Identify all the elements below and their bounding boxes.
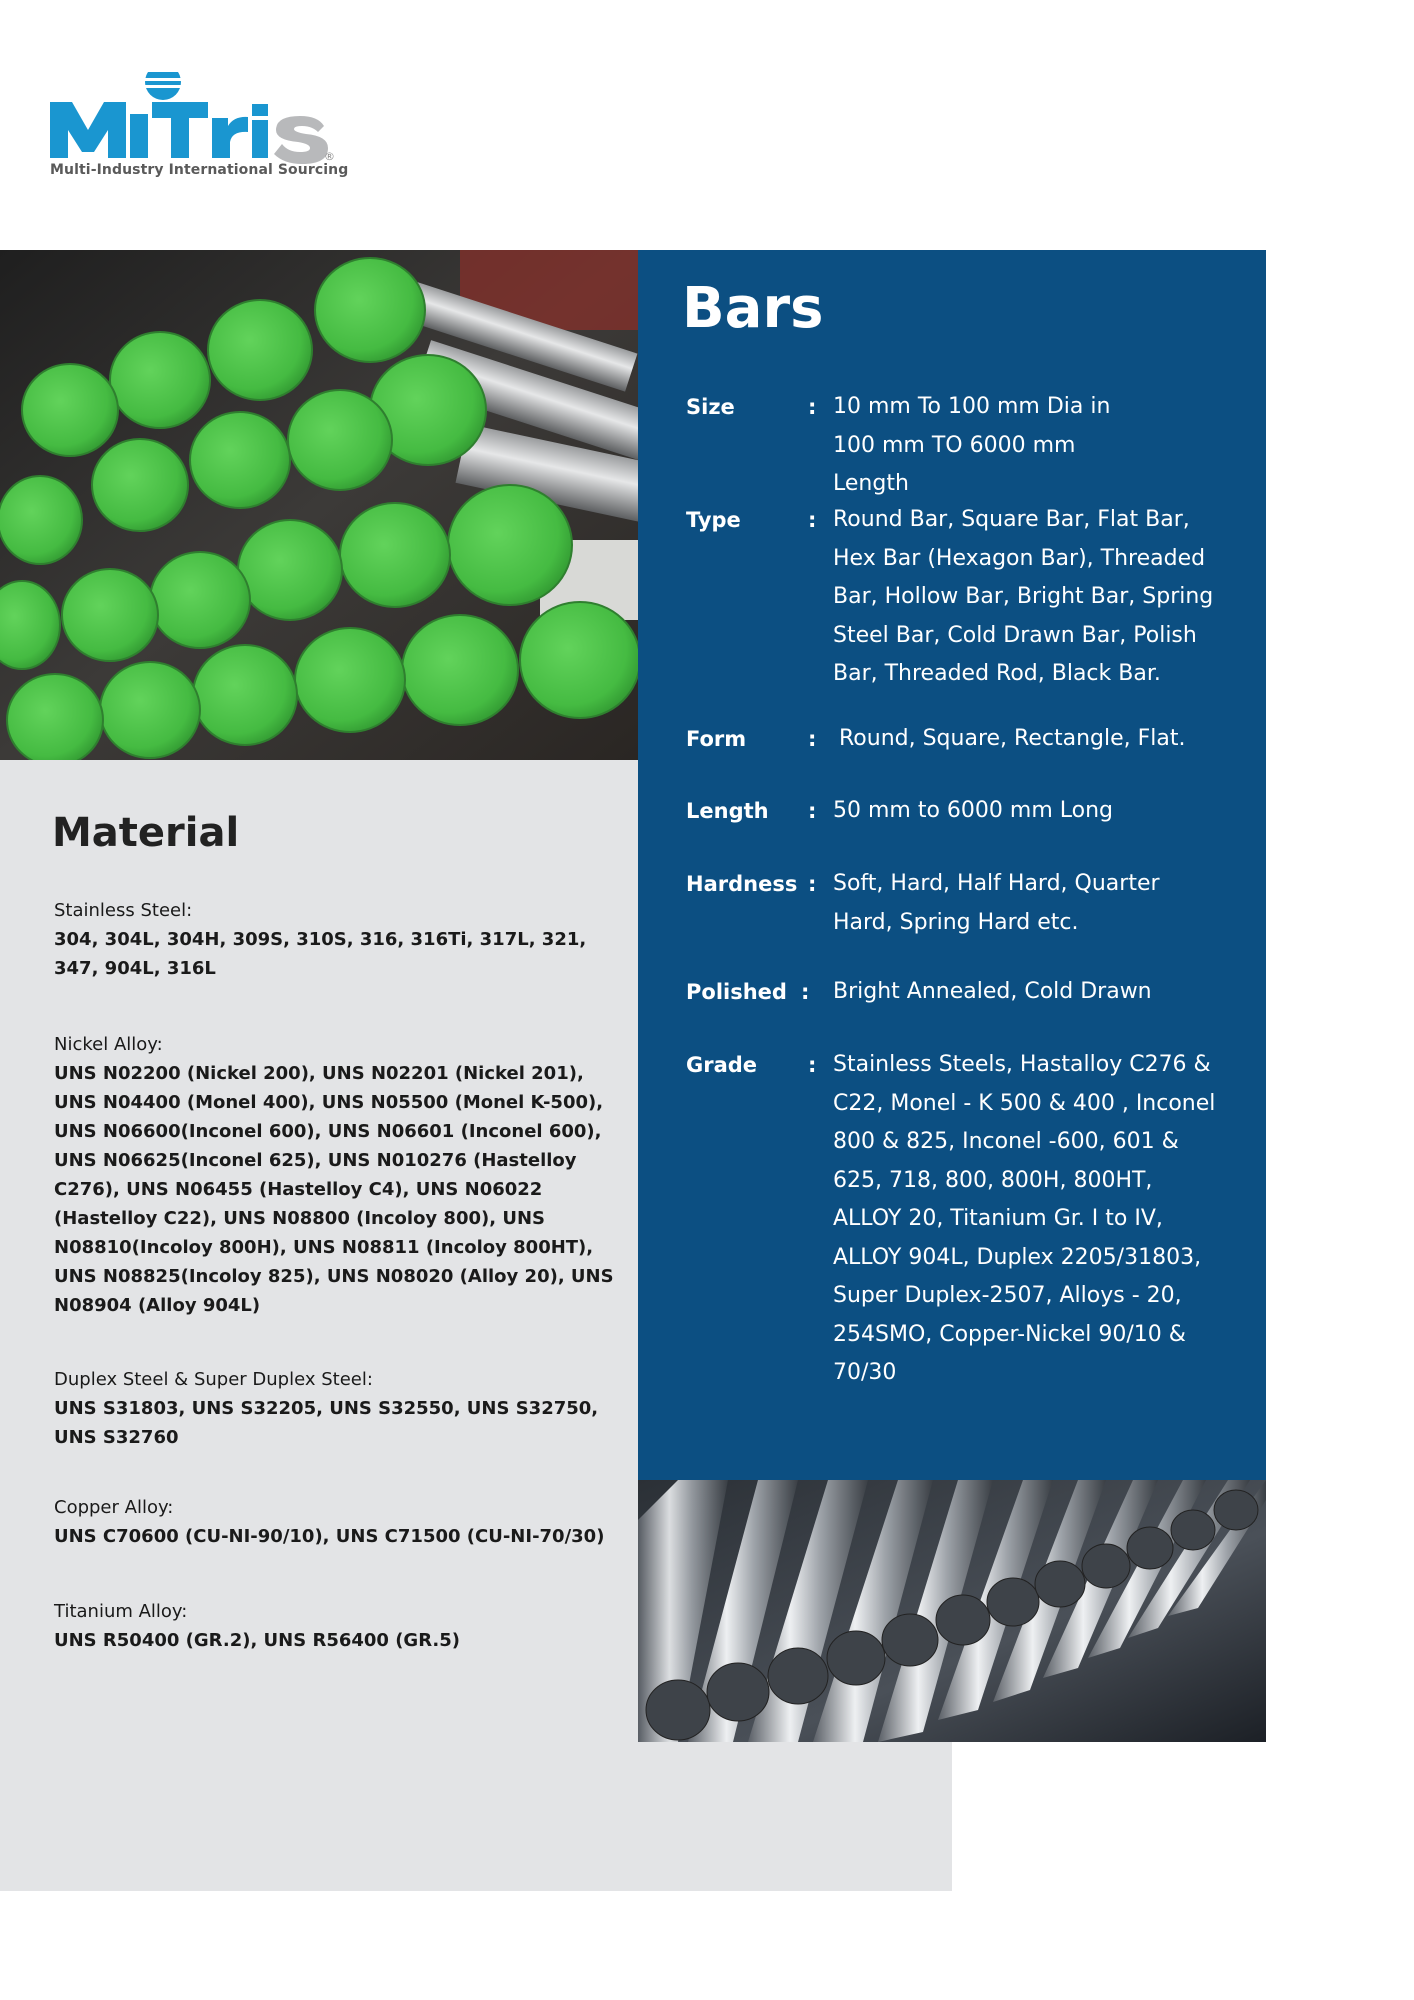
spec-value: Bright Annealed, Cold Drawn	[833, 979, 1152, 1004]
spec-colon: :	[808, 872, 817, 896]
spec-label: Type	[686, 508, 741, 532]
spec-label: Polished	[686, 980, 787, 1004]
spec-colon: :	[808, 1053, 817, 1077]
material-group-heading: Duplex Steel & Super Duplex Steel:	[54, 1369, 373, 1390]
material-title: Material	[52, 810, 240, 856]
spec-label: Hardness	[686, 872, 798, 896]
steel-rods-photo	[638, 1480, 1266, 1742]
spec-colon: :	[801, 980, 810, 1004]
material-group-items: UNS N02200 (Nickel 200), UNS N02201 (Nickel 201), UNS N04400 (Monel 400), UNS N05500 (Monel K-500), UNS N06600(Inconel 600), UNS N06601 (Inconel 600), UNS N06625(Inconel 625), UNS N010276 (Hastelloy C276), UNS N06455 (Hastelloy C4), UNS N06022 (Hastelloy C22), UNS N08800 (Incoloy 800), UNS N08810(Incoloy 800H), UNS N08811 (Incoloy 800HT), UNS N08825(Incoloy 825), UNS N08020 (Alloy 20), UNS N08904 (Alloy 904L)	[54, 1063, 614, 1316]
registered-mark: ®	[324, 150, 335, 163]
spec-colon: :	[808, 799, 817, 823]
material-group-titanium-alloy	[54, 1597, 614, 1655]
spec-value: 10 mm To 100 mm Dia in 100 mm TO 6000 mm Length	[833, 394, 1111, 496]
green-bar-ends-photo	[0, 250, 638, 760]
spec-value: Round, Square, Rectangle, Flat.	[839, 726, 1186, 751]
material-group-heading: Titanium Alloy:	[54, 1601, 188, 1622]
logo-tagline: Multi-Industry International Sourcing	[50, 162, 349, 178]
spec-value: Round Bar, Square Bar, Flat Bar, Hex Bar (Hexagon Bar), Threaded Bar, Hollow Bar, Bright Bar, Spring Steel Bar, Cold Drawn Bar, Polish Bar, Threaded Rod, Black Bar.	[833, 507, 1214, 686]
material-group-stainless-steel	[54, 896, 614, 983]
material-group-items: UNS C70600 (CU-NI-90/10), UNS C71500 (CU-NI-70/30)	[54, 1526, 605, 1547]
material-group-copper-alloy	[54, 1493, 614, 1551]
spec-value: Stainless Steels, Hastalloy C276 & C22, Monel - K 500 & 400 , Inconel 800 & 825, Inconel -600, 601 & 625, 718, 800, 800H, 800HT, ALLOY 20, Titanium Gr. I to IV, ALLOY 904L, Duplex 2205/31803, Super Duplex-2507, Alloys - 20, 254SMO, Copper-Nickel 90/10 & 70/30	[833, 1052, 1216, 1385]
spec-label: Length	[686, 799, 769, 823]
material-group-heading: Nickel Alloy:	[54, 1034, 163, 1055]
company-logo	[48, 48, 348, 188]
bars-title: Bars	[682, 276, 824, 341]
material-group-heading: Copper Alloy:	[54, 1497, 174, 1518]
spec-label: Size	[686, 395, 735, 419]
spec-label: Form	[686, 727, 747, 751]
spec-colon: :	[808, 395, 817, 419]
spec-value: Soft, Hard, Half Hard, Quarter Hard, Spring Hard etc.	[833, 871, 1160, 935]
material-group-heading: Stainless Steel:	[54, 900, 193, 921]
spec-value: 50 mm to 6000 mm Long	[833, 798, 1113, 823]
material-group-nickel-alloy	[54, 1030, 614, 1320]
spec-colon: :	[808, 727, 817, 751]
spec-label: Grade	[686, 1053, 758, 1077]
spec-colon: :	[808, 508, 817, 532]
material-group-items: 304, 304L, 304H, 309S, 310S, 316, 316Ti, 317L, 321, 347, 904L, 316L	[54, 929, 587, 979]
material-group-items: UNS S31803, UNS S32205, UNS S32550, UNS S32750, UNS S32760	[54, 1398, 599, 1448]
material-group-items: UNS R50400 (GR.2), UNS R56400 (GR.5)	[54, 1630, 460, 1651]
material-group-duplex-steel	[54, 1365, 614, 1452]
logo-globe-icon	[142, 72, 184, 100]
